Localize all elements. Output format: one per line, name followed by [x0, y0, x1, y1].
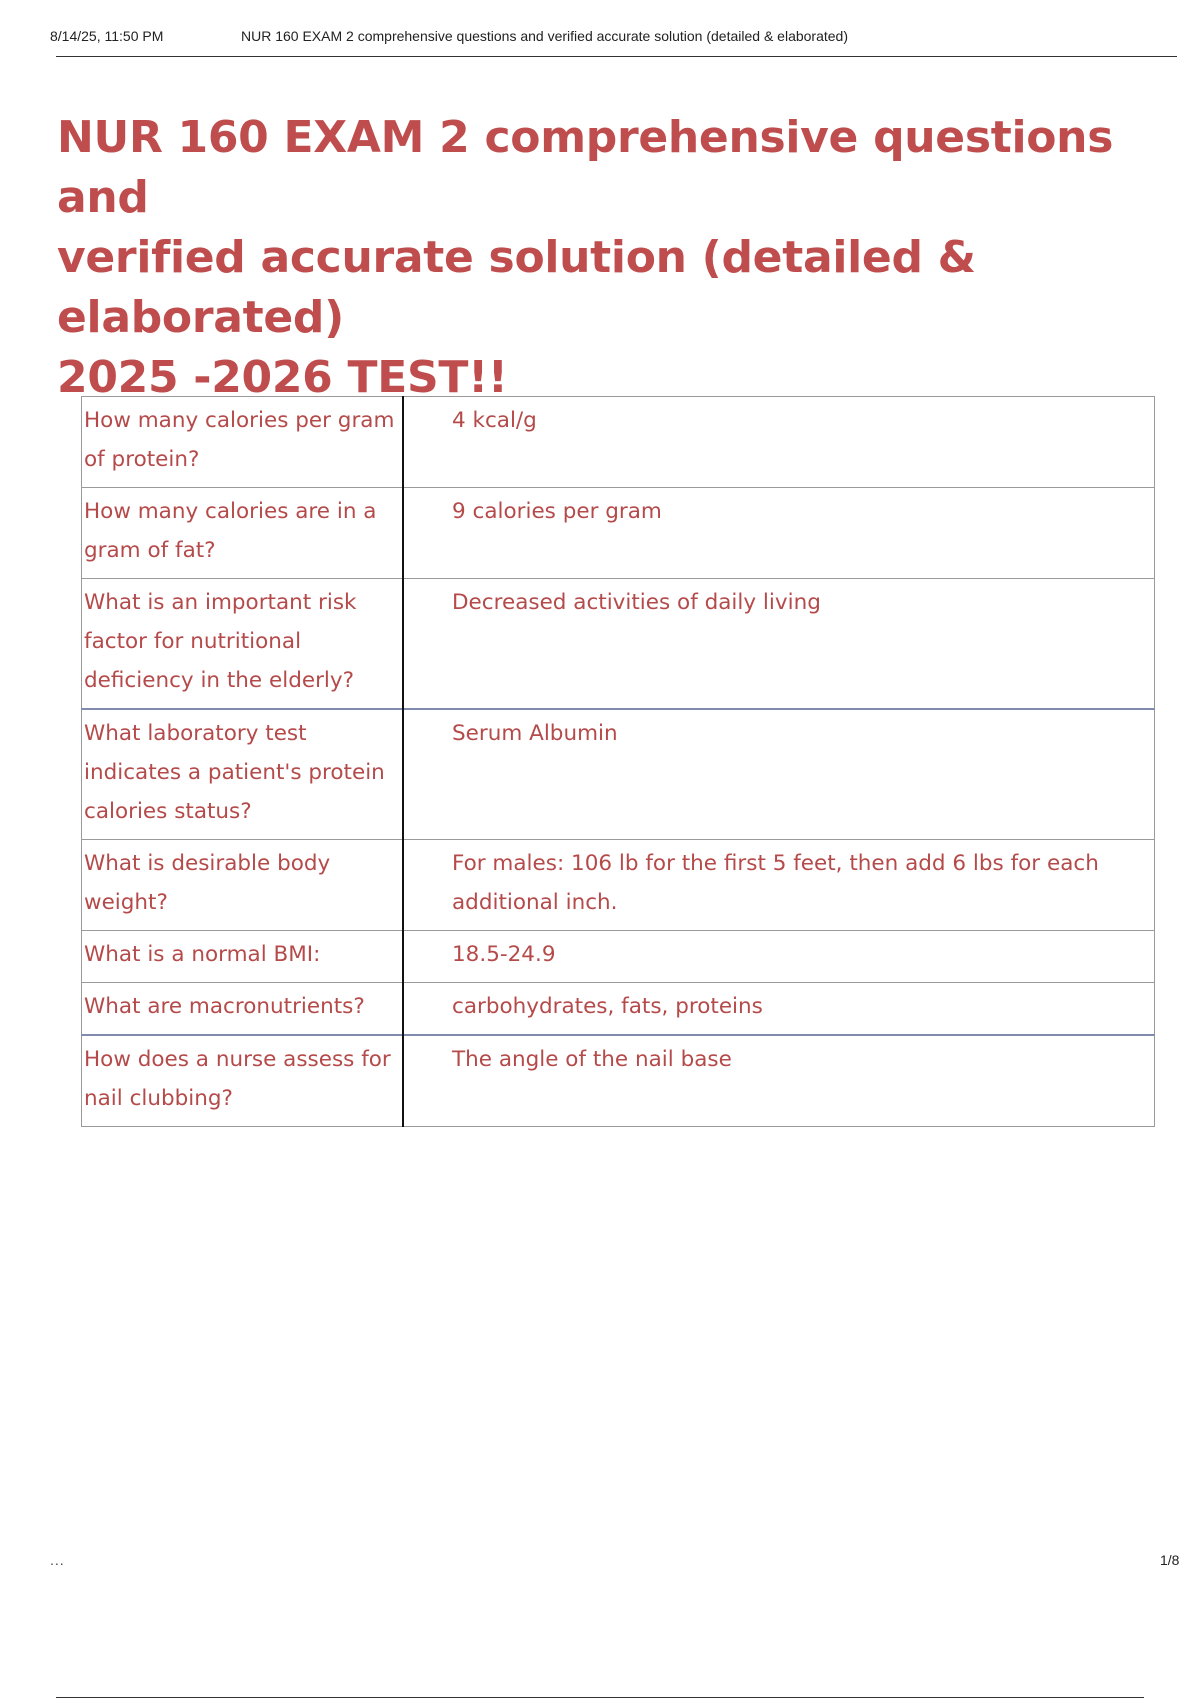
footer-url-ellipsis: ... [50, 1552, 65, 1568]
qa-row [82, 397, 1155, 488]
answer-cell: The angle of the nail base [403, 1035, 1155, 1127]
qa-row [82, 579, 1155, 710]
qa-row [82, 840, 1155, 931]
print-header [50, 28, 1177, 52]
bottom-divider [56, 1697, 1144, 1698]
qa-row [82, 1035, 1155, 1127]
print-document-title: NUR 160 EXAM 2 comprehensive questions and verified accurate solution (detailed & elaborated) [241, 28, 849, 44]
title-line: 2025 -2026 TEST!! [57, 352, 508, 403]
question-cell: What is desirable body weight? [82, 840, 404, 931]
answer-cell: Decreased activities of daily living [403, 579, 1155, 710]
answer-cell: carbohydrates, fats, proteins [403, 983, 1155, 1036]
question-cell: What laboratory test indicates a patient's protein calories status? [82, 709, 404, 840]
answer-cell: 9 calories per gram [403, 488, 1155, 579]
question-cell: How many calories are in a gram of fat? [82, 488, 404, 579]
page-title [57, 108, 1167, 408]
qa-row [82, 709, 1155, 840]
header-divider [56, 56, 1177, 57]
print-timestamp: 8/14/25, 11:50 PM [50, 28, 164, 44]
qa-row [82, 931, 1155, 983]
answer-cell: Serum Albumin [403, 709, 1155, 840]
title-line: NUR 160 EXAM 2 comprehensive questions and [57, 112, 1114, 223]
answer-cell: 18.5-24.9 [403, 931, 1155, 983]
qa-row [82, 488, 1155, 579]
question-cell: What is a normal BMI: [82, 931, 404, 983]
question-cell: How does a nurse assess for nail clubbing? [82, 1035, 404, 1127]
question-cell: What is an important risk factor for nutritional deficiency in the elderly? [82, 579, 404, 710]
qa-row [82, 983, 1155, 1036]
page-indicator: 1/8 [1160, 1552, 1180, 1568]
title-line: verified accurate solution (detailed & elaborated) [57, 232, 976, 343]
question-cell: How many calories per gram of protein? [82, 397, 404, 488]
question-cell: What are macronutrients? [82, 983, 404, 1036]
qa-table [81, 396, 1155, 1127]
answer-cell: For males: 106 lb for the first 5 feet, then add 6 lbs for each additional inch. [403, 840, 1155, 931]
answer-cell: 4 kcal/g [403, 397, 1155, 488]
